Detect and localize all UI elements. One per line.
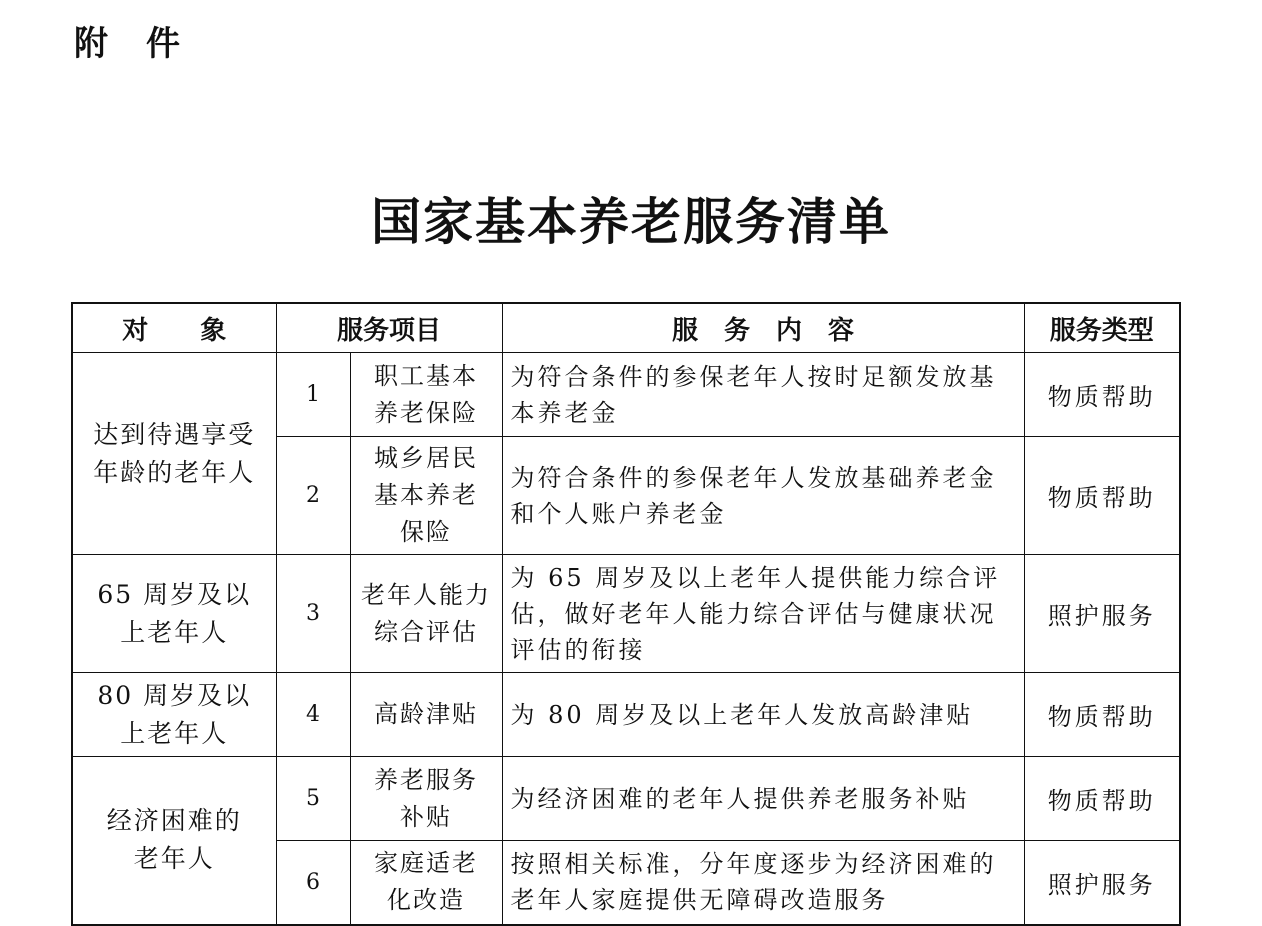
row-number: 4 xyxy=(276,673,350,757)
service-type: 物质帮助 xyxy=(1024,353,1180,437)
row-number: 5 xyxy=(276,757,350,841)
service-content: 为符合条件的参保老年人按时足额发放基本养老金 xyxy=(502,353,1024,437)
service-content: 为经济困难的老年人提供养老服务补贴 xyxy=(502,757,1024,841)
service-item: 养老服务补贴 xyxy=(350,757,502,841)
row-number: 1 xyxy=(276,353,350,437)
service-type: 照护服务 xyxy=(1024,555,1180,673)
table-row xyxy=(72,353,1180,437)
table-row xyxy=(72,555,1180,673)
service-content: 为 80 周岁及以上老年人发放高龄津贴 xyxy=(502,673,1024,757)
target-cell: 65 周岁及以上老年人 xyxy=(72,555,276,673)
service-item: 老年人能力综合评估 xyxy=(350,555,502,673)
table-row xyxy=(72,673,1180,757)
target-cell: 80 周岁及以上老年人 xyxy=(72,673,276,757)
service-item: 职工基本养老保险 xyxy=(350,353,502,437)
target-cell: 经济困难的老年人 xyxy=(72,757,276,925)
service-content: 为 65 周岁及以上老年人提供能力综合评估，做好老年人能力综合评估与健康状况评估的衔接 xyxy=(502,555,1024,673)
service-content: 为符合条件的参保老年人发放基础养老金和个人账户养老金 xyxy=(502,437,1024,555)
service-list-table xyxy=(71,302,1181,926)
document-title: 国家基本养老服务清单 xyxy=(371,193,891,251)
header-target: 对 象 xyxy=(72,303,276,353)
header-type: 服务类型 xyxy=(1024,303,1180,353)
attachment-label: 附件 xyxy=(74,24,218,64)
service-item: 高龄津贴 xyxy=(350,673,502,757)
service-type: 照护服务 xyxy=(1024,841,1180,925)
row-number: 3 xyxy=(276,555,350,673)
service-type: 物质帮助 xyxy=(1024,757,1180,841)
service-type: 物质帮助 xyxy=(1024,673,1180,757)
service-item: 城乡居民基本养老保险 xyxy=(350,437,502,555)
target-cell: 达到待遇享受年龄的老年人 xyxy=(72,353,276,555)
table-header-row xyxy=(72,303,1180,353)
header-item: 服务项目 xyxy=(276,303,502,353)
row-number: 2 xyxy=(276,437,350,555)
row-number: 6 xyxy=(276,841,350,925)
service-type: 物质帮助 xyxy=(1024,437,1180,555)
table-row xyxy=(72,757,1180,841)
service-content: 按照相关标准，分年度逐步为经济困难的老年人家庭提供无障碍改造服务 xyxy=(502,841,1024,925)
service-item: 家庭适老化改造 xyxy=(350,841,502,925)
header-content: 服 务 内 容 xyxy=(502,303,1024,353)
